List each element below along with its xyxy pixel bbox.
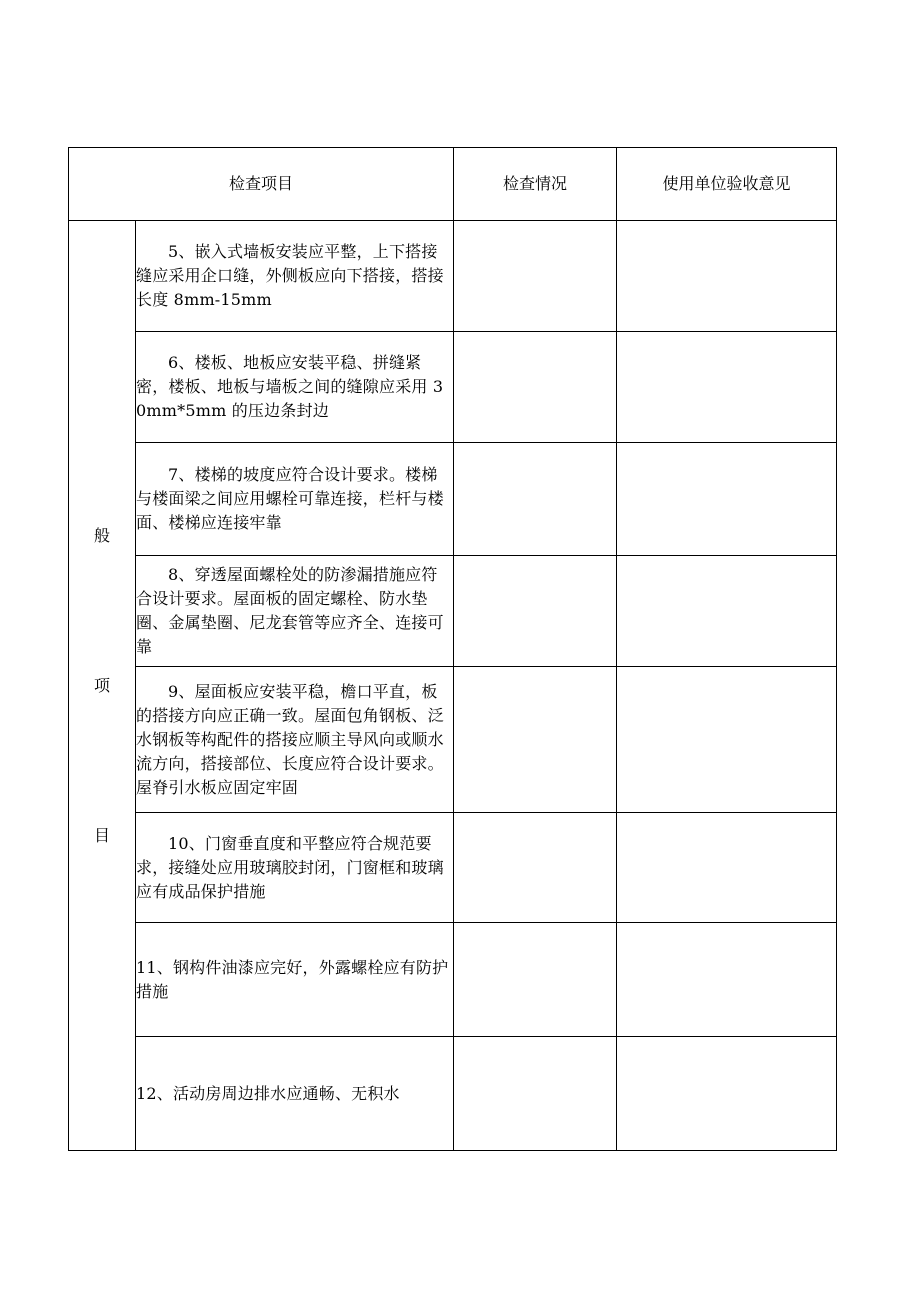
item-cell — [136, 667, 454, 813]
category-char: 般 — [93, 525, 110, 545]
opinion-cell[interactable] — [617, 332, 837, 443]
item-text: 8、穿透屋面螺栓处的防渗漏措施应符合设计要求。屋面板的固定螺栓、防水垫圈、金属垫圈、尼龙套管等应齐全、连接可靠 — [136, 565, 444, 656]
status-cell[interactable] — [454, 1037, 617, 1151]
status-cell[interactable] — [454, 923, 617, 1037]
header-opinion: 使用单位验收意见 — [617, 148, 837, 221]
category-cell — [69, 221, 136, 1151]
item-text: 10、门窗垂直度和平整应符合规范要求，接缝处应用玻璃胶封闭，门窗框和玻璃应有成品保护措施 — [136, 833, 444, 901]
table-row — [69, 556, 837, 667]
table-row — [69, 1037, 837, 1151]
item-text: 9、屋面板应安装平稳，檐口平直，板的搭接方向应正确一致。屋面包角钢板、泛水钢板等构配件的搭接应顺主导风向或顺水流方向，搭接部位、长度应符合设计要求。屋脊引水板应固定牢固 — [136, 681, 444, 797]
opinion-cell[interactable] — [617, 813, 837, 923]
opinion-cell[interactable] — [617, 556, 837, 667]
status-cell[interactable] — [454, 332, 617, 443]
category-char: 目 — [93, 825, 110, 845]
opinion-cell[interactable] — [617, 443, 837, 556]
item-cell — [136, 221, 454, 332]
inspection-table — [68, 147, 837, 1151]
table-row — [69, 221, 837, 332]
opinion-cell[interactable] — [617, 667, 837, 813]
opinion-cell[interactable] — [617, 221, 837, 332]
item-cell — [136, 443, 454, 556]
inspection-sheet — [68, 147, 837, 1151]
table-row — [69, 923, 837, 1037]
table-row — [69, 813, 837, 923]
item-text: 11、钢构件油漆应完好，外露螺栓应有防护措施 — [136, 957, 449, 1001]
item-text: 7、楼梯的坡度应符合设计要求。楼梯与楼面梁之间应用螺栓可靠连接，栏杆与楼面、楼梯应连接牢靠 — [136, 465, 444, 532]
header-item: 检查项目 — [69, 148, 454, 221]
item-cell — [136, 556, 454, 667]
item-text: 5、嵌入式墙板安装应平整，上下搭接缝应采用企口缝，外侧板应向下搭接，搭接长度 8mm-15mm — [136, 242, 444, 309]
item-cell — [136, 813, 454, 923]
category-label — [69, 524, 135, 848]
opinion-cell[interactable] — [617, 1037, 837, 1151]
status-cell[interactable] — [454, 221, 617, 332]
table-row — [69, 667, 837, 813]
item-cell — [136, 923, 454, 1037]
item-text: 12、活动房周边排水应通畅、无积水 — [136, 1083, 400, 1103]
header-status: 检查情况 — [454, 148, 617, 221]
category-char: 项 — [93, 675, 110, 695]
item-cell — [136, 1037, 454, 1151]
status-cell[interactable] — [454, 443, 617, 556]
table-row — [69, 443, 837, 556]
status-cell[interactable] — [454, 667, 617, 813]
status-cell[interactable] — [454, 813, 617, 923]
header-row — [69, 148, 837, 221]
item-cell — [136, 332, 454, 443]
item-text: 6、楼板、地板应安装平稳、拼缝紧密，楼板、地板与墙板之间的缝隙应采用 30mm*5mm 的压边条封边 — [136, 353, 444, 420]
table-row — [69, 332, 837, 443]
opinion-cell[interactable] — [617, 923, 837, 1037]
status-cell[interactable] — [454, 556, 617, 667]
